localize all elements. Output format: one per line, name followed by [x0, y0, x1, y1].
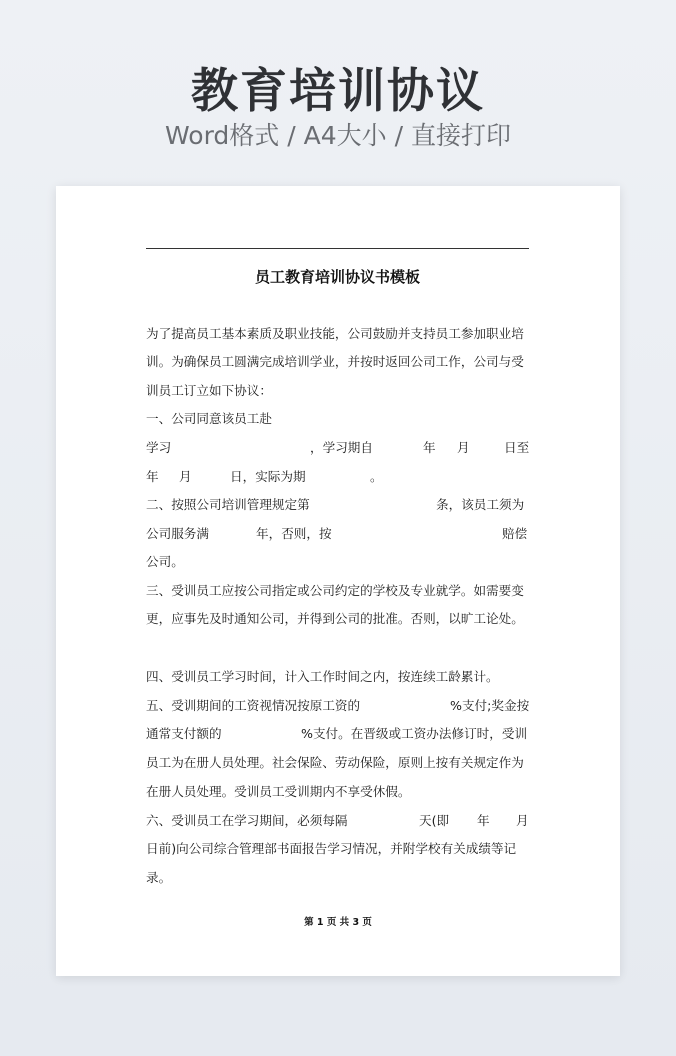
clause-1-month: 月: [457, 440, 470, 455]
clause-5-line-4: 在册人员处理。受训员工受训期内不享受休假。: [146, 784, 411, 799]
clause-6-report-interval: 六、受训员工在学习期间，必须每隔: [146, 813, 348, 828]
clause-5-bonus-pct: %支付。在晋级或工资办法修订时，受训: [301, 726, 528, 741]
clause-4-line-1: 四、受训员工学习时间，计入工作时间之内，按连续工龄累计。: [146, 669, 499, 684]
clause-5-line-1: [146, 696, 529, 716]
clause-1-end-year: 年: [146, 469, 159, 484]
clause-1-actual-period: 日，实际为期: [230, 469, 306, 484]
page-indicator: 第 1 页 共 3 页: [304, 917, 372, 928]
clause-5-salary-pct: %支付;奖金按: [450, 698, 530, 713]
clause-1-line-2: [146, 438, 529, 458]
clause-2-otherwise: 年，否则，按: [256, 526, 332, 541]
clause-1-end-month: 月: [179, 469, 192, 484]
clause-1-line-1: 一、公司同意该员工赴: [146, 411, 272, 426]
clause-2-rule-ref: 二、按照公司培训管理规定第: [146, 497, 310, 512]
header-rule: [146, 248, 529, 249]
clause-2-line-2: [146, 524, 529, 544]
clause-5-line-2: [146, 724, 529, 744]
banner-title: 教育培训协议: [191, 64, 485, 119]
clause-5-salary: 五、受训期间的工资视情况按原工资的: [146, 698, 361, 713]
document-page: [56, 186, 620, 976]
clause-1-period-label: ，学习期自: [310, 440, 373, 455]
clause-2-line-1: [146, 495, 529, 515]
clause-5-bonus: 通常支付额的: [146, 726, 222, 741]
clause-2-line-3: 公司。: [146, 554, 184, 569]
clause-1-year: 年: [423, 440, 436, 455]
intro-line-1: 为了提高员工基本素质及职业技能，公司鼓励并支持员工参加职业培: [146, 326, 524, 341]
clause-6-line-2: 日前)向公司综合管理部书面报告学习情况，并附学校有关成绩等记: [146, 841, 517, 856]
intro-line-2: 训。为确保员工圆满完成培训学业，并按时返回公司工作，公司与受: [146, 354, 524, 369]
clause-3-line-2: 更，应事先及时通知公司，并得到公司的批准。否则，以旷工论处。: [146, 611, 524, 626]
document-title: 员工教育培训协议书模板: [254, 268, 420, 286]
clause-1-line-3: [146, 467, 529, 487]
banner-subtitle: Word格式 / A4大小 / 直接打印: [165, 121, 511, 150]
clause-2-must-serve: 条，该员工须为: [436, 497, 525, 512]
clause-6-days: 天(即: [419, 813, 450, 828]
clause-6-year: 年: [477, 813, 490, 828]
intro-line-3: 训员工订立如下协议：: [146, 383, 272, 398]
clause-1-study-label: 学习: [146, 440, 172, 455]
clause-6-line-1: [146, 811, 529, 831]
clause-1-day-to: 日至: [504, 440, 530, 455]
clause-6-month: 月: [516, 813, 529, 828]
clause-1-period-end: 。: [370, 469, 383, 484]
clause-2-compensate: 赔偿: [502, 526, 528, 541]
clause-5-line-3: 员工为在册人员处理。社会保险、劳动保险，原则上按有关规定作为: [146, 755, 524, 770]
clause-3-line-1: 三、受训员工应按公司指定或公司约定的学校及专业就学。如需要变: [146, 583, 524, 598]
clause-6-line-3: 录。: [146, 870, 172, 885]
clause-2-serve-years: 公司服务满: [146, 526, 209, 541]
